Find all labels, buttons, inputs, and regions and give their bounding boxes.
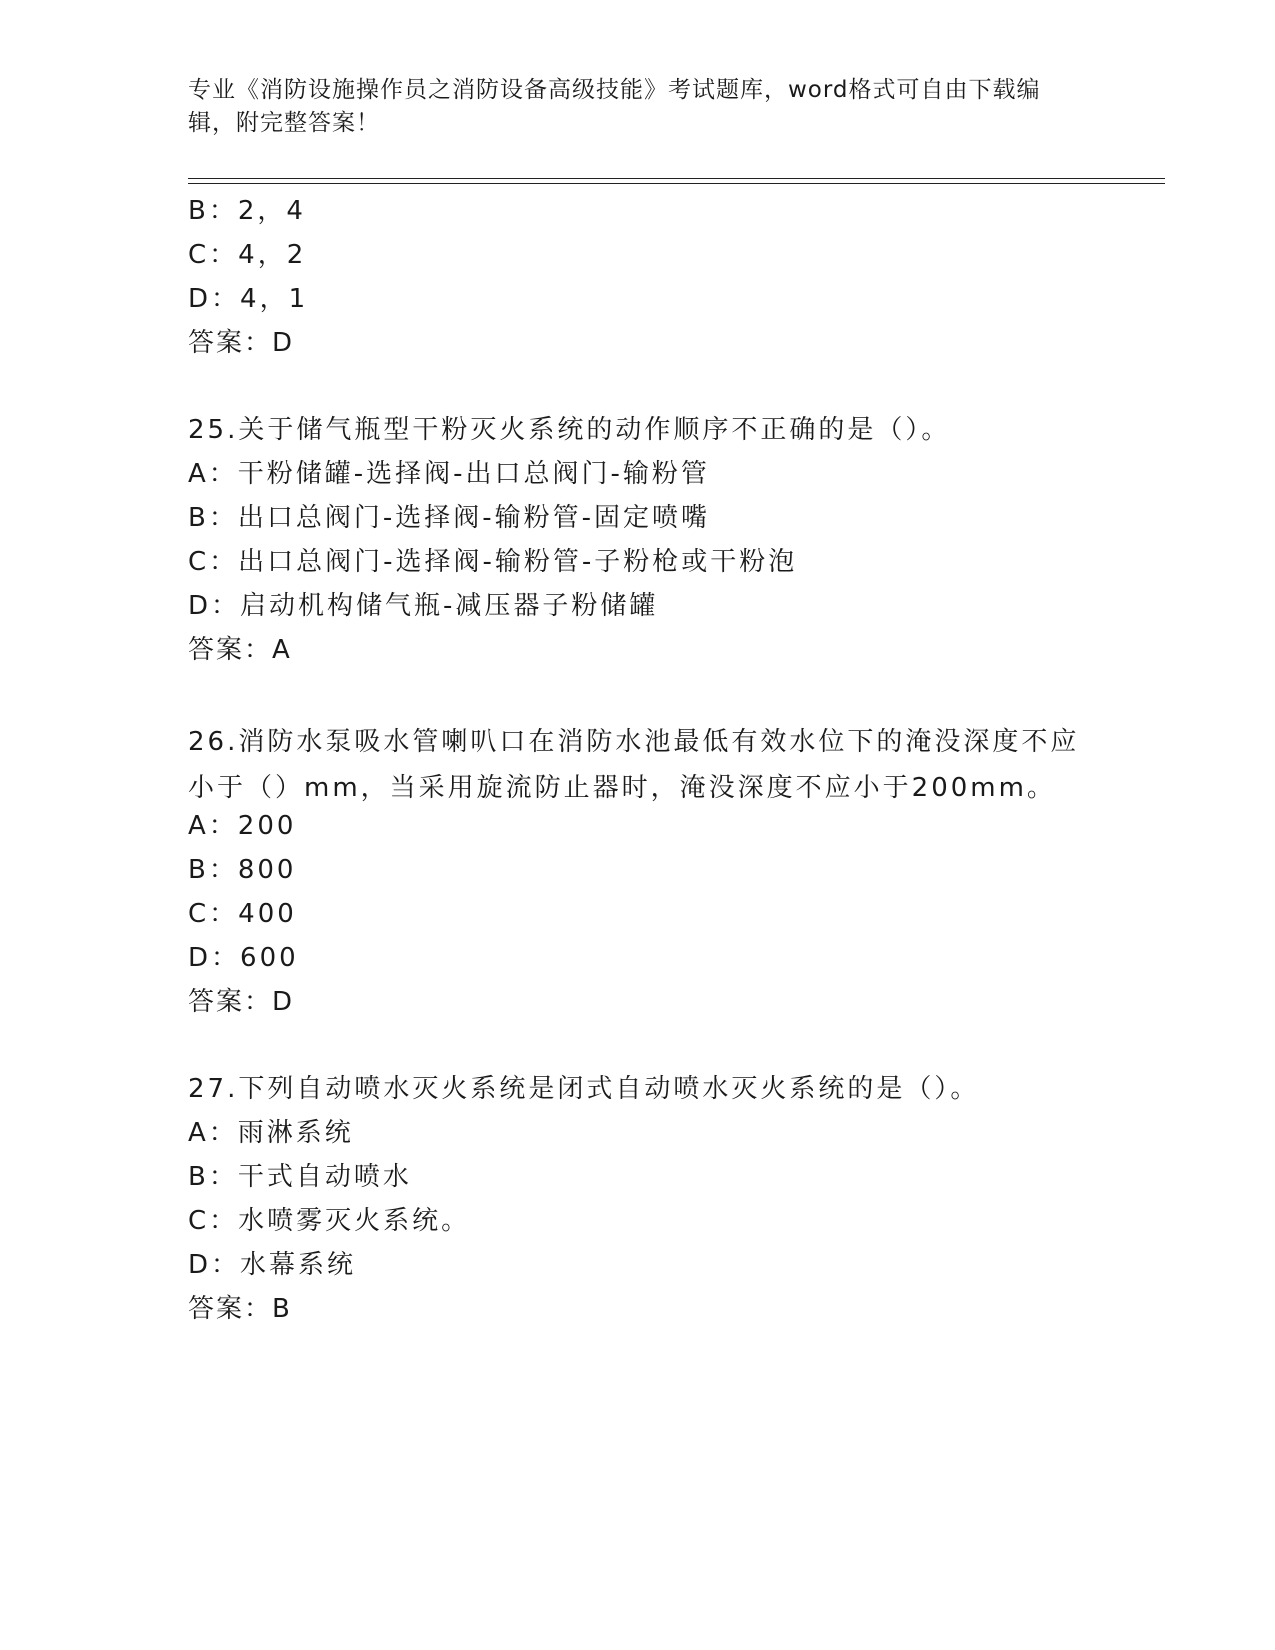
option-c: C：4，2 [188,240,307,270]
question-stem: 27.下列自动喷水灭火系统是闭式自动喷水灭火系统的是（）。 [188,1074,980,1104]
question-stem: 25.关于储气瓶型干粉灭火系统的动作顺序不正确的是（）。 [188,415,951,445]
option-b: B：干式自动喷水 [188,1162,412,1192]
option-d: D：水幕系统 [188,1250,357,1280]
option-a: A：200 [188,811,297,841]
option-d: D：4，1 [188,284,309,314]
page-header: 专业《消防设施操作员之消防设备高级技能》考试题库，word格式可自由下载编辑，附完整答案！ [188,77,1041,136]
option-c: C：水喷雾灭火系统。 [188,1206,471,1236]
header-rule-top [188,178,1165,179]
answer-label: 答案： [188,1294,273,1324]
answer-line [188,986,293,1018]
option-b: B：2，4 [188,196,306,226]
answer-label: 答案： [188,328,273,358]
option-d: D：600 [188,943,299,973]
question-stem: 26.消防水泵吸水管喇叭口在消防水池最低有效水位下的淹没深度不应小于（）mm，当采用旋流防止器时，淹没深度不应小于200mm。 [188,727,1080,803]
option-c: C：400 [188,899,297,929]
option-a: A：干粉储罐-选择阀-出口总阀门-输粉管 [188,459,710,489]
answer-label: 答案： [188,635,273,665]
answer-line [188,634,291,666]
answer-label: 答案： [188,987,273,1017]
option-d: D：启动机构储气瓶-减压器子粉储罐 [188,591,659,621]
answer-value: A [272,635,291,665]
answer-value: B [272,1294,291,1324]
answer-line [188,327,293,359]
answer-line [188,1293,291,1325]
answer-value: D [272,987,294,1017]
header-rule-bottom [188,183,1165,184]
answer-value: D [272,328,294,358]
option-b: B：出口总阀门-选择阀-输粉管-固定喷嘴 [188,503,710,533]
option-c: C：出口总阀门-选择阀-输粉管-子粉枪或干粉泡 [188,547,798,577]
option-b: B：800 [188,855,297,885]
option-a: A：雨淋系统 [188,1118,354,1148]
